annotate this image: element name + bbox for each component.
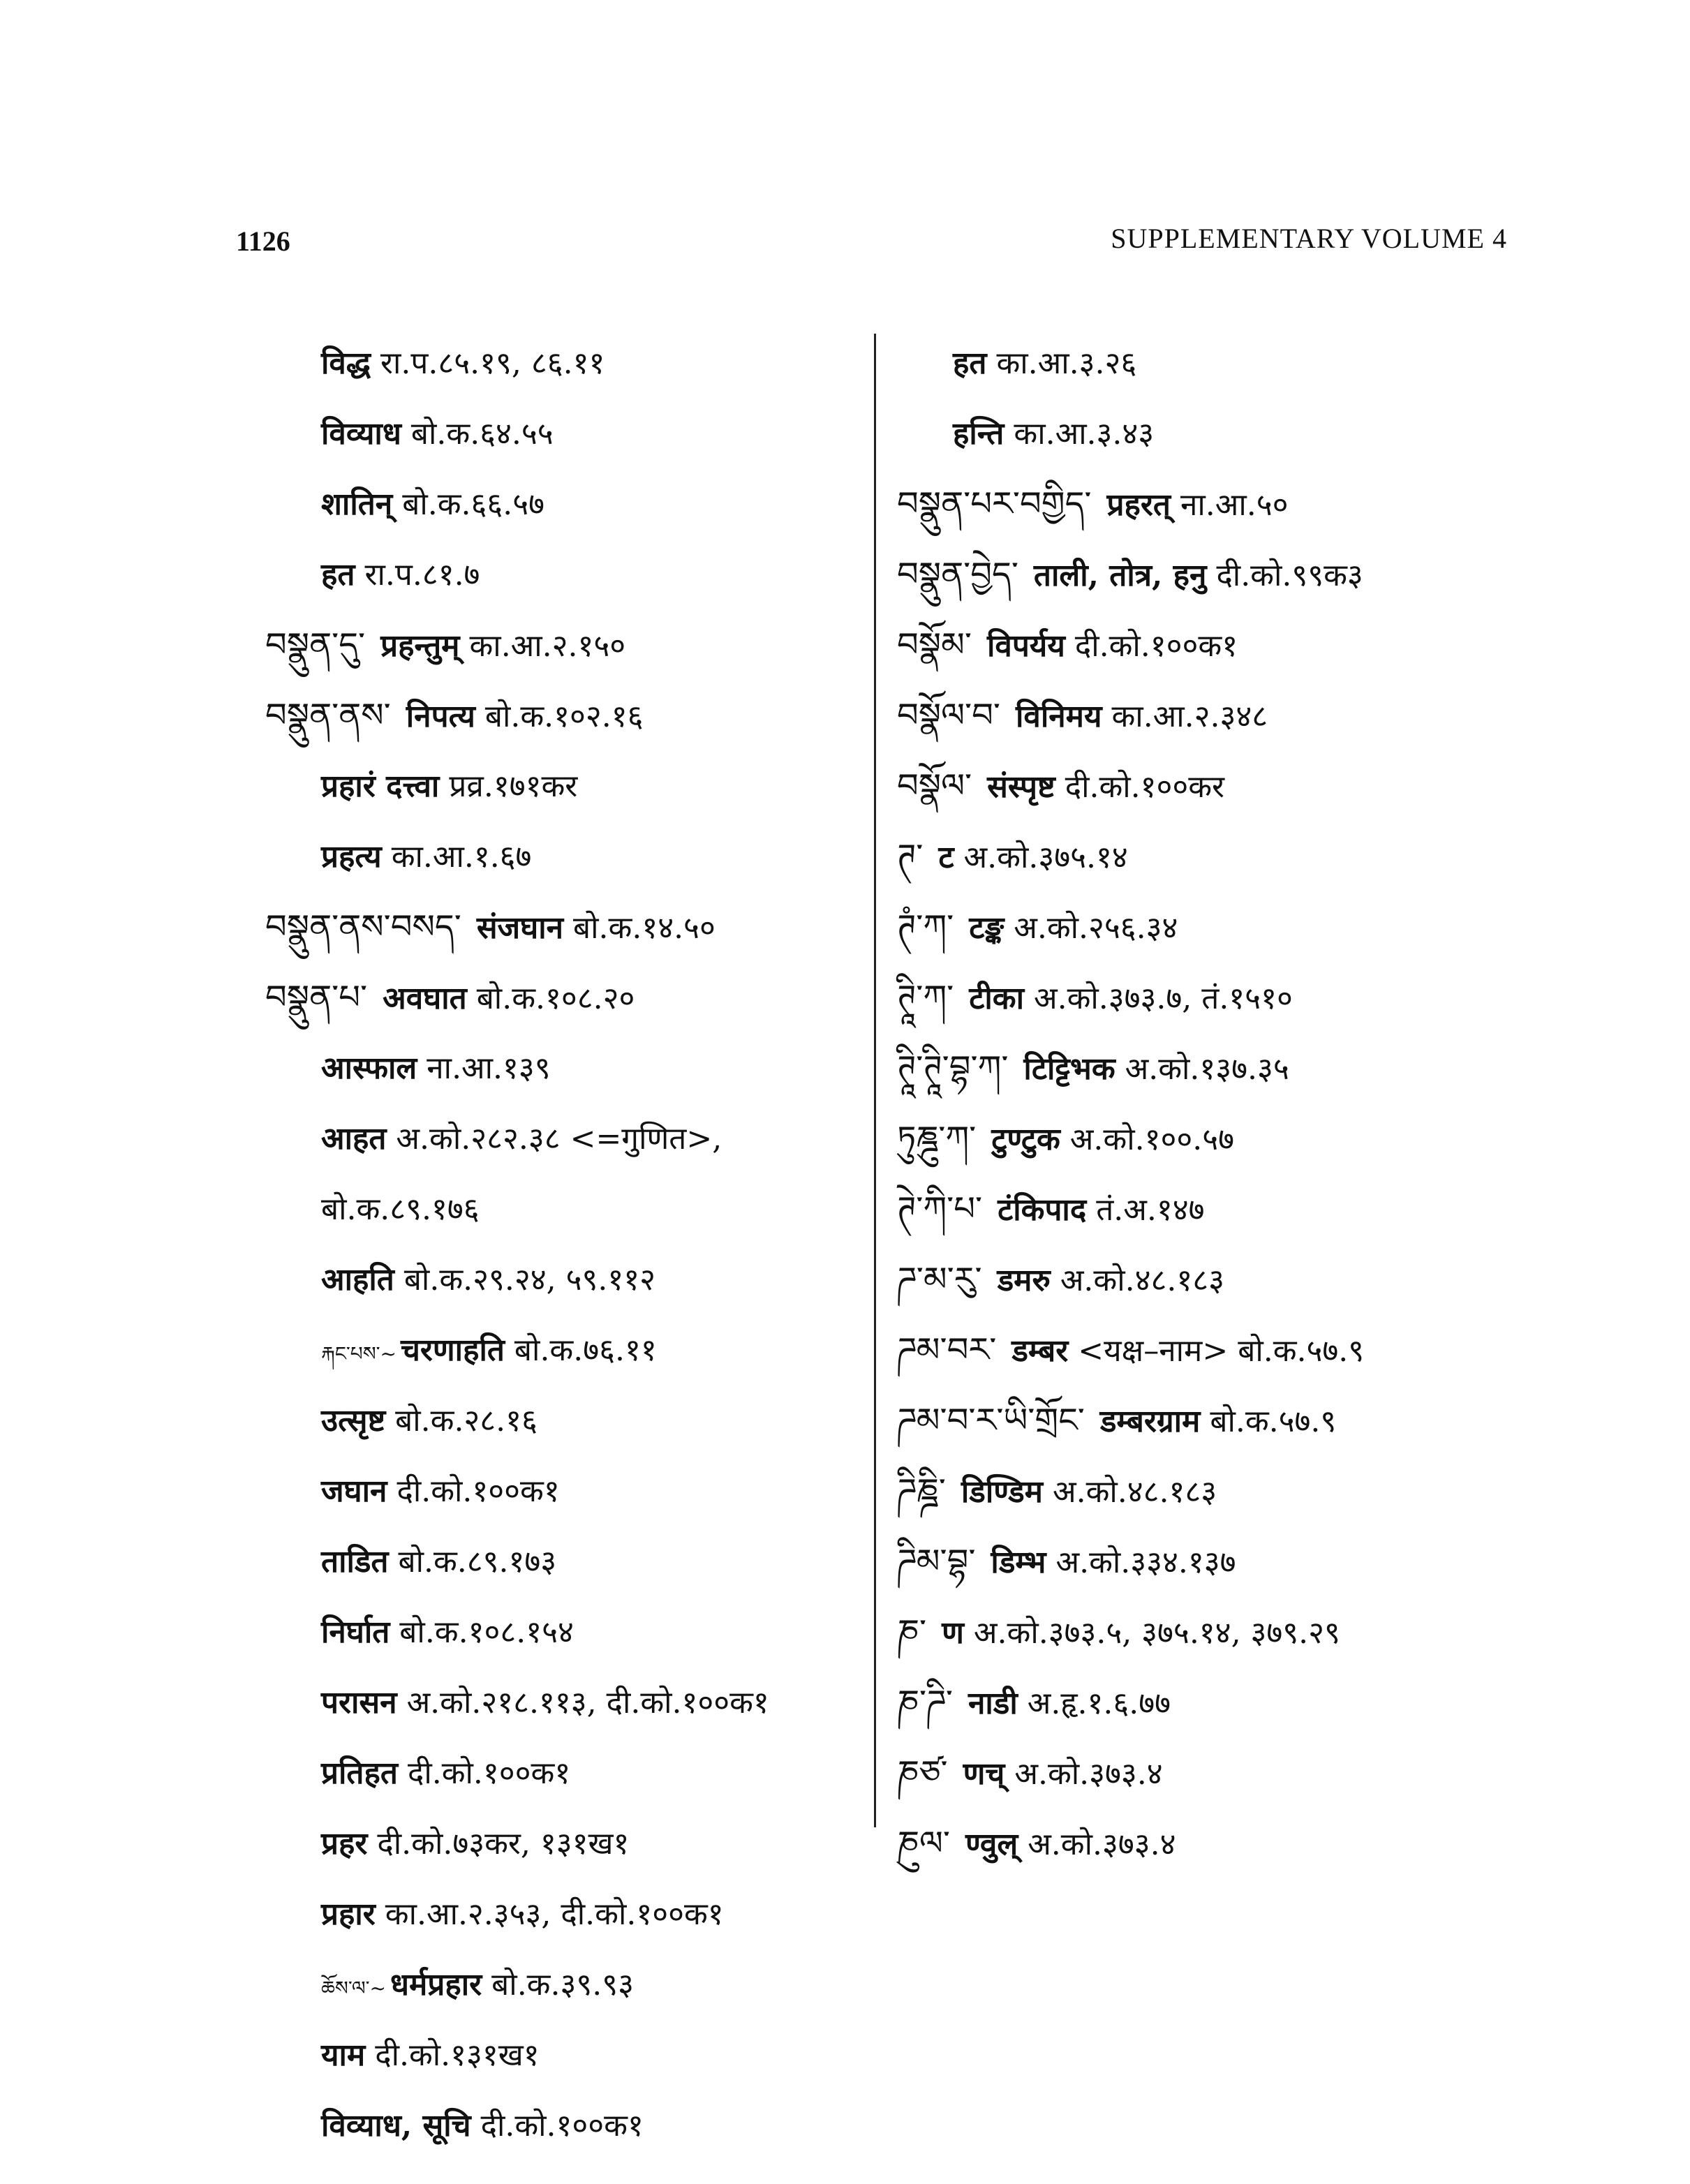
source-reference: अ.को.३७३.५, ३७५.१४, ३७९.२९ [973,1615,1340,1651]
source-reference: अ.हृ.१.६.७७ [1027,1686,1171,1721]
tibetan-term: བསྣོལ་ [897,766,972,805]
source-reference: दी.को.१३१ख१ [375,2037,540,2073]
dictionary-entry [897,540,1525,610]
sanskrit-headword: निपत्य [406,699,475,734]
dictionary-entry [897,1104,1525,1174]
sanskrit-headword: डिम्भ [991,1545,1046,1580]
source-reference: दी.को.१००क१ [480,2108,644,2144]
source-reference: बो.क.६४.५५ [410,416,554,452]
sanskrit-headword: संजघान [476,910,564,946]
tibetan-term: ཌིཎྜི་ [897,1471,946,1510]
sanskrit-headword: ट [938,840,954,875]
dictionary-entry [265,681,866,751]
dictionary-entry [265,1879,866,1949]
sanskrit-headword: विनिमय [1015,699,1102,734]
sanskrit-headword: अवघात [383,981,467,1016]
dictionary-entry [897,1033,1525,1104]
tibetan-term: བསྣུན་པར་བགྱིད་ [897,484,1092,523]
dictionary-entry [897,328,1525,399]
dictionary-entry [265,1386,866,1456]
sanskrit-headword: ताडित [321,1544,389,1580]
source-reference: बो.क.१०८.१५४ [399,1614,574,1650]
sanskrit-headword: ण्वुल् [965,1827,1018,1862]
dictionary-entry [265,1808,866,1879]
dictionary-entry [897,1526,1525,1597]
source-reference: का.आ.२.३५३, दी.को.१००क१ [385,1896,724,1932]
sanskrit-headword: टुण्टुक [991,1122,1060,1157]
dictionary-entry [265,1033,866,1104]
source-reference: दी.को.९९क३ [1216,558,1363,593]
source-reference: अ.को.४८.१८३ [1052,1474,1217,1510]
sanskrit-headword: टिट्टिभक [1023,1051,1115,1087]
tibetan-term: བསྣུན་བྱེད་ [897,555,1018,594]
sanskrit-headword: नाडी [968,1686,1018,1721]
source-reference: <यक्ष–नाम> बो.क.५७.९ [1078,1333,1365,1369]
sanskrit-headword: प्रहरत् [1106,487,1171,523]
sanskrit-headword: धर्मप्रहार [390,1967,482,2003]
sanskrit-headword: परासन [321,1685,397,1721]
source-reference: का.आ.१.६७ [391,839,532,875]
dictionary-entry [897,1667,1525,1738]
sanskrit-headword: ण [942,1615,964,1651]
dictionary-entry [265,963,866,1033]
dictionary-entry [265,1104,866,1174]
source-reference: अ.को.३३४.१३७ [1055,1545,1236,1580]
tibetan-term: ཌམ་བ་ར་ཡི་གྲོང་ [897,1401,1085,1440]
tibetan-term: ཎུལ་ [897,1824,950,1863]
dictionary-entry [897,399,1525,469]
sanskrit-headword: प्रहर [321,1826,368,1862]
sanskrit-headword: प्रतिहत [321,1755,398,1791]
source-reference: रा.प.८१.७ [364,557,480,593]
source-reference: बो.क.५७.९ [1210,1404,1337,1439]
source-reference: अ.को.३७३.४ [1014,1756,1163,1792]
dictionary-entry [265,328,866,399]
source-reference: प्रव्र.१७१कर [449,768,578,804]
source-reference: बो.क.८९.१७३ [398,1544,557,1580]
tibetan-term: བསྣུན་ནས་བསད་ [265,907,461,946]
tibetan-term: ཎ་ཌི་ [897,1683,953,1722]
source-reference: दी.को.१००क१ [407,1755,571,1791]
source-reference: अ.को.३७३.७, तं.१५१० [1033,981,1293,1016]
sanskrit-headword: हत [953,346,987,381]
dictionary-entry [897,963,1525,1033]
source-reference: दी.को.१००क१ [1074,628,1238,664]
sanskrit-headword: टंकिपाद [998,1192,1087,1228]
dictionary-entry [897,1808,1525,1879]
dictionary-entry [265,1456,866,1526]
source-reference: तं.अ.१४७ [1096,1192,1205,1228]
source-reference: बो.क.१०२.१६ [484,699,644,734]
sanskrit-headword: डम्बर [1011,1333,1069,1369]
dictionary-entry [265,610,866,681]
source-reference: अ.को.२५६.३४ [1014,910,1178,946]
dictionary-entry [265,822,866,892]
dictionary-entry [265,540,866,610]
sanskrit-headword: टीका [969,981,1024,1016]
tibetan-term: ཌ་མ་རུ་ [897,1260,982,1299]
source-reference: का.आ.३.४३ [1014,416,1155,452]
dictionary-entry [897,1597,1525,1667]
source-reference: अ.को.१००.५७ [1069,1122,1234,1157]
source-reference: अ.को.२८२.३८ <=गुणित>, [396,1121,722,1157]
dictionary-entry [265,751,866,822]
sanskrit-headword: विव्याध [321,416,401,452]
sanskrit-headword: निर्घात [321,1614,390,1650]
source-reference: बो.क.१०८.२० [476,981,635,1016]
dictionary-entry [265,1526,866,1597]
dictionary-entry [265,1738,866,1808]
source-reference: दी.को.७३कर, १३१ख१ [377,1826,630,1862]
tibetan-term: ཎ་ [897,1612,927,1651]
dictionary-entry [897,1738,1525,1808]
dictionary-entry [897,751,1525,822]
dictionary-entry [897,610,1525,681]
tibetan-term: ཊ་ [897,837,924,876]
dictionary-entry [897,681,1525,751]
sanskrit-headword: प्रहार [321,1896,376,1932]
source-reference: दी.को.१००कर [1065,769,1225,805]
source-reference: बो.क.३९.९३ [491,1967,634,2003]
sanskrit-headword: संस्पृष्ट [987,769,1055,805]
source-reference: बो.क.८९.१७६ [321,1191,480,1227]
source-reference: दी.को.१००क१ [396,1473,560,1509]
left-column [265,328,866,2161]
source-reference: ना.आ.५० [1180,487,1289,523]
sanskrit-headword: डिण्डिम [961,1474,1043,1510]
dictionary-entry [265,2020,866,2090]
tibetan-term: བསྣུན་དུ་ [265,625,366,664]
tibetan-term: བསྣུན་པ་ [265,978,368,1017]
tibetan-term: ཊེ་ཀི་པ་ [897,1189,983,1228]
source-reference: अ.को.३७३.४ [1028,1827,1176,1862]
sanskrit-headword: प्रहारं दत्त्वा [321,768,440,804]
source-reference: अ.को.१३७.३५ [1125,1051,1289,1087]
dictionary-entry [265,1315,866,1386]
source-reference: रा.प.८५.१९, ८६.११ [380,346,605,381]
running-head: SUPPLEMENTARY VOLUME 4 [1111,223,1507,254]
dictionary-entry [897,892,1525,963]
sanskrit-headword: हत [321,557,355,593]
dictionary-entry [897,1174,1525,1245]
sanskrit-headword: आहत [321,1121,387,1157]
tibetan-term: ཊཱི་ཊཱི་བྷ་ཀ་ [897,1048,1009,1087]
source-reference: ना.आ.१३९ [427,1050,551,1086]
sanskrit-headword: टङ्क [969,910,1005,946]
sanskrit-headword: ताली, तोत्र, हनु [1033,558,1207,593]
dictionary-entry [897,469,1525,540]
dictionary-entry [265,399,866,469]
dictionary-entry [265,469,866,540]
source-reference: अ.को.२१८.११३, दी.को.१००क१ [406,1685,769,1721]
tibetan-term: ཌམ་བར་ [897,1330,997,1369]
right-column [897,328,1525,1879]
tibetan-term: ཌིམ་བྷ་ [897,1542,976,1581]
tibetan-term: ཆོས་ལ་~ [321,1977,386,2000]
dictionary-entry [265,1949,866,2020]
sanskrit-headword: विव्याध, सूचि [321,2108,471,2144]
tibetan-term: ཊཾ་ཀ་ [897,907,954,946]
dictionary-entry [265,1245,866,1315]
sanskrit-headword: विपर्यय [986,628,1065,664]
tibetan-term: ཎཙ་ [897,1753,948,1792]
tibetan-term: རྐང་པས་~ [321,1342,396,1365]
dictionary-entry [897,822,1525,892]
dictionary-entry [265,2090,866,2161]
source-reference: बो.क.७६.११ [514,1332,657,1368]
sanskrit-headword: प्रहत्य [321,839,382,875]
source-reference: का.आ.३.२६ [996,346,1137,381]
dictionary-entry [265,1667,866,1738]
dictionary-entry [265,1174,866,1245]
sanskrit-headword: आहति [321,1262,394,1298]
tibetan-term: བསྣོལ་བ་ [897,696,1000,735]
tibetan-term: ཊཱི་ཀ་ [897,978,954,1017]
dictionary-entry [265,892,866,963]
sanskrit-headword: शातिन् [321,486,393,522]
sanskrit-headword: णच् [963,1756,1005,1792]
sanskrit-headword: जघान [321,1473,387,1509]
sanskrit-headword: हन्ति [953,416,1005,452]
tibetan-term: ཏུཎྜུ་ཀ་ [897,1119,977,1158]
sanskrit-headword: डमरु [997,1263,1051,1298]
source-reference: बो.क.२९.२४, ५९.११२ [403,1262,655,1298]
dictionary-entry [265,1597,866,1667]
source-reference: अ.को.४८.१८३ [1060,1263,1224,1298]
sanskrit-headword: याम [321,2037,366,2073]
source-reference: का.आ.२.१५० [469,628,626,664]
sanskrit-headword: प्रहन्तुम् [380,628,460,664]
sanskrit-headword: आस्फाल [321,1050,417,1086]
column-divider [874,334,876,1827]
sanskrit-headword: विद्ध [321,346,371,381]
source-reference: अ.को.३७५.१४ [963,840,1128,875]
tibetan-term: བསྣུན་ནས་ [265,696,391,735]
source-reference: बो.क.१४.५० [573,910,716,946]
sanskrit-headword: डम्बरग्राम [1099,1404,1201,1439]
source-reference: बो.क.२८.१६ [395,1403,538,1439]
dictionary-entry [897,1386,1525,1456]
dictionary-entry [897,1315,1525,1386]
tibetan-term: བསྣོམ་ [897,625,972,664]
sanskrit-headword: उत्सृष्ट [321,1403,386,1439]
page-number: 1126 [236,225,290,257]
sanskrit-headword: चरणाहति [400,1332,505,1368]
source-reference: का.आ.२.३४८ [1111,699,1268,734]
source-reference: बो.क.६६.५७ [402,486,545,522]
dictionary-entry [897,1245,1525,1315]
dictionary-entry [897,1456,1525,1526]
